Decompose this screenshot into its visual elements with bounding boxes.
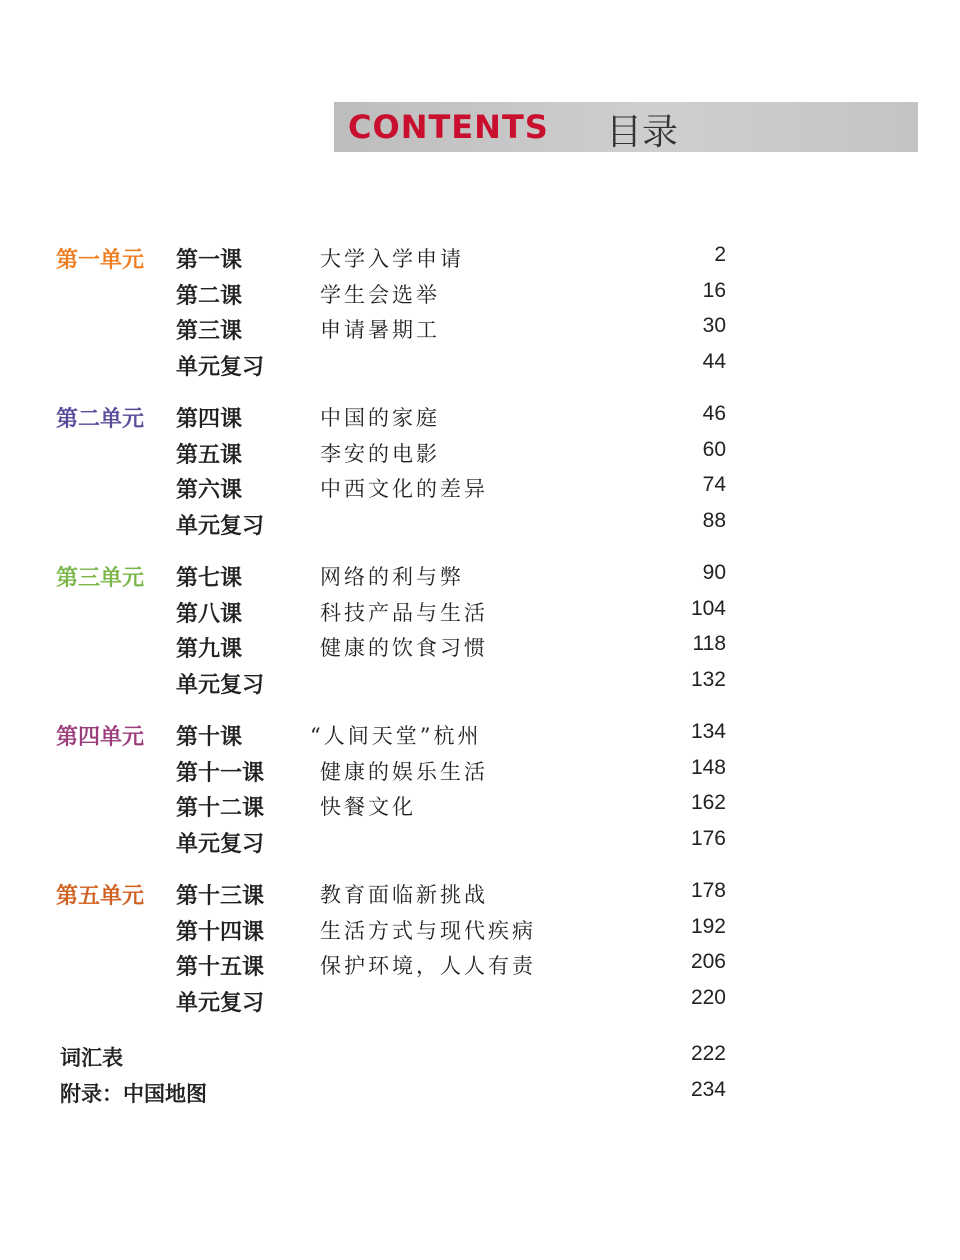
- page-number: 134: [690, 720, 726, 743]
- toc-row[interactable]: [0, 720, 960, 756]
- toc-row[interactable]: [0, 473, 960, 509]
- appendix-row[interactable]: [0, 1042, 960, 1078]
- lesson-number: 单元复习: [176, 831, 265, 858]
- lesson-number: 单元复习: [176, 672, 265, 699]
- lesson-number: 第十课: [176, 724, 243, 750]
- header-title-en: CONTENTS: [348, 108, 549, 146]
- toc-row[interactable]: [0, 243, 960, 279]
- lesson-title: 中国的家庭: [320, 406, 440, 430]
- page-number: 30: [702, 314, 726, 338]
- lesson-title: 中西文化的差异: [320, 477, 488, 502]
- lesson-number: 第十五课: [176, 954, 265, 981]
- page-number: 206: [690, 950, 726, 974]
- toc-row[interactable]: [0, 402, 960, 438]
- unit-label: 第五单元: [56, 884, 145, 909]
- page-number: 44: [702, 350, 726, 374]
- page-number: 46: [702, 402, 726, 425]
- lesson-number: 第一课: [176, 247, 243, 273]
- page-number: 74: [702, 473, 726, 497]
- toc-row[interactable]: [0, 791, 960, 827]
- toc-row[interactable]: [0, 438, 960, 474]
- page-number: 192: [690, 914, 726, 938]
- lesson-title: 学生会选举: [320, 282, 440, 307]
- appendix-label: 词汇表: [60, 1046, 123, 1070]
- lesson-title: 保护环境，人人有责: [320, 954, 536, 979]
- toc-row[interactable]: [0, 756, 960, 792]
- toc-row[interactable]: [0, 597, 960, 633]
- appendix-row[interactable]: [0, 1078, 960, 1114]
- lesson-number: 第四课: [176, 406, 243, 432]
- lesson-title: 教育面临新挑战: [320, 883, 488, 907]
- toc-row[interactable]: [0, 350, 960, 386]
- page-number: 220: [690, 986, 726, 1010]
- page-number: 60: [702, 437, 726, 461]
- page-number: 88: [702, 509, 726, 533]
- lesson-title: 健康的娱乐生活: [320, 759, 488, 784]
- page-number: 104: [690, 596, 726, 620]
- unit-label: 第一单元: [56, 248, 145, 273]
- lesson-title: 大学入学申请: [320, 247, 464, 271]
- toc-row[interactable]: [0, 509, 960, 545]
- toc-row[interactable]: [0, 950, 960, 986]
- lesson-number: 第十四课: [176, 918, 265, 945]
- toc-row[interactable]: [0, 668, 960, 704]
- page-number: 132: [690, 668, 726, 692]
- lesson-title: 申请暑期工: [320, 318, 440, 343]
- page-number: 162: [690, 791, 726, 815]
- page-number: 234: [690, 1078, 726, 1101]
- page-number: 2: [714, 243, 726, 266]
- page-number: 148: [690, 755, 726, 779]
- page-number: 90: [702, 561, 726, 584]
- toc-row[interactable]: [0, 915, 960, 951]
- page-number: 222: [690, 1042, 726, 1065]
- page-number: 176: [690, 827, 726, 851]
- toc-row[interactable]: [0, 986, 960, 1022]
- lesson-title: 生活方式与现代疾病: [320, 918, 536, 943]
- lesson-number: 第九课: [176, 636, 243, 663]
- lesson-number: 第八课: [176, 600, 243, 627]
- page-number: 118: [692, 632, 726, 656]
- page-number: 16: [702, 278, 726, 302]
- lesson-title: 李安的电影: [320, 441, 440, 466]
- lesson-title: 网络的利与弊: [320, 565, 464, 589]
- lesson-number: 第七课: [176, 565, 243, 591]
- lesson-title: 健康的饮食习惯: [320, 636, 488, 661]
- lesson-number: 第十一课: [176, 759, 265, 786]
- lesson-number: 第六课: [176, 477, 243, 504]
- lesson-number: 第五课: [176, 441, 243, 468]
- toc-row[interactable]: [0, 879, 960, 915]
- toc-row[interactable]: [0, 314, 960, 350]
- lesson-number: 第十二课: [176, 795, 265, 822]
- page-number: 178: [690, 879, 726, 902]
- unit-label: 第二单元: [56, 407, 145, 432]
- lesson-number: 单元复习: [176, 354, 265, 381]
- toc-row[interactable]: [0, 279, 960, 315]
- toc-row[interactable]: [0, 827, 960, 863]
- lesson-number: 单元复习: [176, 513, 265, 540]
- unit-label: 第三单元: [56, 566, 145, 591]
- lesson-title: “人间天堂”杭州: [310, 724, 482, 748]
- toc-row[interactable]: [0, 561, 960, 597]
- lesson-number: 第三课: [176, 318, 243, 345]
- toc-row[interactable]: [0, 632, 960, 668]
- lesson-number: 单元复习: [176, 990, 265, 1017]
- header-title-cn: 目录: [606, 112, 679, 153]
- unit-label: 第四单元: [56, 725, 145, 750]
- lesson-number: 第二课: [176, 282, 243, 309]
- lesson-title: 科技产品与生活: [320, 600, 488, 625]
- contents-header: [334, 102, 918, 152]
- appendix-label: 附录：中国地图: [60, 1082, 207, 1106]
- lesson-title: 快餐文化: [320, 795, 416, 820]
- lesson-number: 第十三课: [176, 883, 265, 909]
